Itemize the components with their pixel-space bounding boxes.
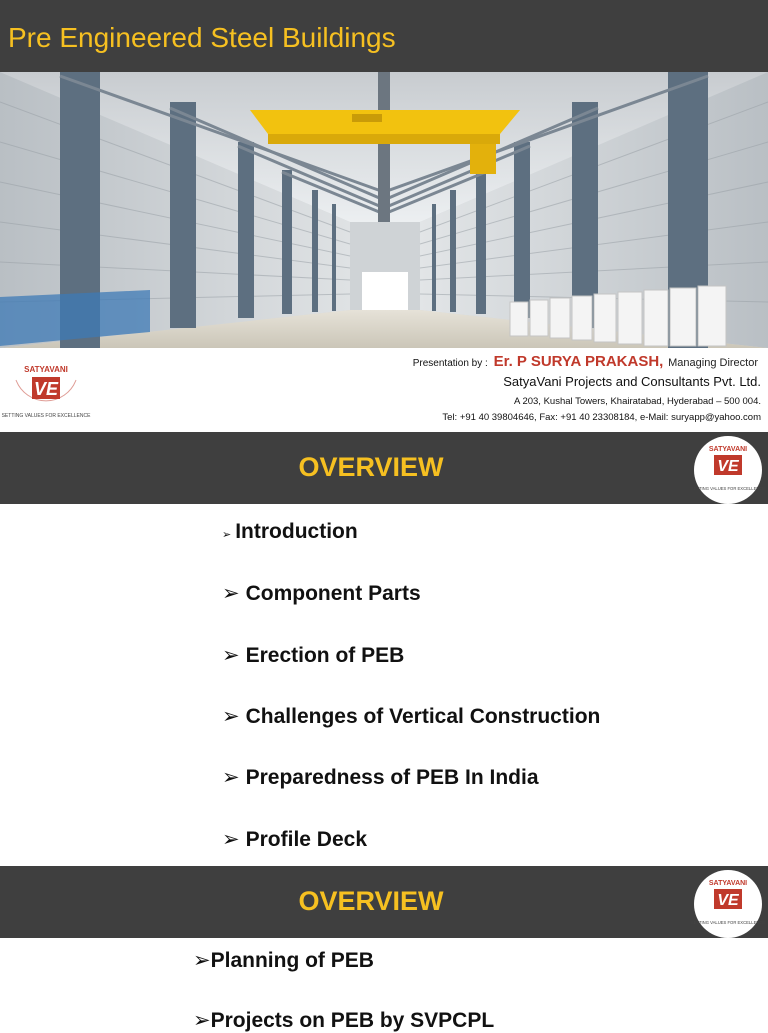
presentation-by-label: Presentation by : <box>412 358 488 369</box>
slide2-heading-bar <box>0 432 768 504</box>
presenter-name: Er. P SURYA PRAKASH, <box>493 353 664 370</box>
logo-tagline-text: SETTING VALUES FOR EXCELLENCE <box>1 413 91 419</box>
svg-text:SATYAVANI: SATYAVANI <box>708 880 748 887</box>
list-item: ➢ Introduction <box>222 520 358 543</box>
slide3-heading: OVERVIEW <box>298 886 444 916</box>
slide1-title-bar <box>0 0 768 72</box>
slide2-heading: OVERVIEW <box>298 452 444 482</box>
arrowhead-bullet-icon: ➢ <box>193 949 211 972</box>
list-item: ➢ Profile Deck <box>222 828 367 851</box>
svg-text:VE: VE <box>717 892 739 909</box>
list-item: ➢ Challenges of Vertical Construction <box>222 705 601 728</box>
warehouse-photo <box>0 72 768 348</box>
satyavani-logo-icon <box>1 362 91 422</box>
list-item: ➢Planning of PEB <box>193 949 374 972</box>
svg-text:SETTING VALUES FOR EXCELLENCE: SETTING VALUES FOR EXCELLENCE <box>690 486 766 491</box>
svg-text:SETTING VALUES FOR EXCELLENCE: SETTING VALUES FOR EXCELLENCE <box>690 920 766 925</box>
logo-brand-text: SATYAVANI <box>24 365 68 374</box>
list-item: ➢Projects on PEB by SVPCPL <box>193 1009 495 1032</box>
arrowhead-bullet-icon: ➢ <box>193 1009 211 1032</box>
arrowhead-bullet-icon: ➢ <box>222 828 240 851</box>
slide1-title: Pre Engineered Steel Buildings <box>8 22 396 53</box>
satyavani-logo-icon <box>690 436 766 504</box>
arrowhead-bullet-icon: ➢ <box>222 529 232 541</box>
list-item: ➢ Erection of PEB <box>222 644 405 667</box>
presenter-line <box>413 353 758 370</box>
logo-mark-text: VE <box>33 379 59 399</box>
satyavani-logo-icon <box>690 870 766 938</box>
company-address: A 203, Kushal Towers, Khairatabad, Hyderabad – 500 004. <box>514 396 761 407</box>
svg-text:SATYAVANI: SATYAVANI <box>708 446 748 453</box>
slide3-heading-bar <box>0 866 768 938</box>
company-name: SatyaVani Projects and Consultants Pvt. Ltd. <box>503 374 761 389</box>
list-item: ➢ Preparedness of PEB In India <box>222 766 539 789</box>
svg-text:VE: VE <box>717 458 739 475</box>
list-item: ➢ Component Parts <box>222 582 421 605</box>
arrowhead-bullet-icon: ➢ <box>222 582 240 605</box>
arrowhead-bullet-icon: ➢ <box>222 644 240 667</box>
arrowhead-bullet-icon: ➢ <box>222 766 240 789</box>
arrowhead-bullet-icon: ➢ <box>222 705 240 728</box>
company-contact: Tel: +91 40 39804646, Fax: +91 40 23308184, e-Mail: suryapp@yahoo.com <box>442 412 761 423</box>
slide1-footer <box>0 348 768 430</box>
presenter-role: Managing Director <box>668 357 758 369</box>
